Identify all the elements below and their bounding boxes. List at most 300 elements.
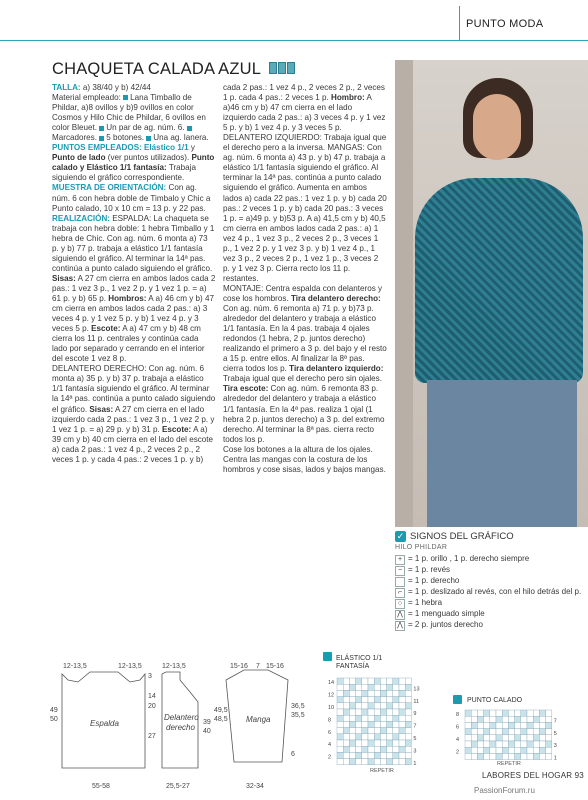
chart-cell [477, 722, 483, 728]
row-number: 5 [413, 736, 417, 742]
chart-cell [349, 746, 355, 752]
chart-cell [533, 729, 539, 735]
chart-cell [490, 741, 496, 747]
header-divider [459, 6, 460, 40]
chart-cell [399, 759, 405, 765]
manga-side-1: 36,5 [291, 703, 305, 710]
bullet-square-icon [187, 126, 192, 131]
chart-cell [380, 752, 386, 758]
chart-cell [356, 678, 362, 684]
chart-cell [527, 753, 533, 759]
chart-cell [546, 729, 552, 735]
chart-cell [380, 746, 386, 752]
text-run: Cose los botones a la altura de los ojales. Centra las mangas con la costura de los hombros y cose sisas, lados y bajos mangas. [223, 444, 386, 474]
stitch-symbol-icon: ○ [395, 599, 405, 609]
chart-cell [405, 678, 411, 684]
chart-cell [362, 759, 368, 765]
chart-cell [502, 753, 508, 759]
text-run: (ver puntos utilizados). [105, 153, 192, 163]
text-run: REALIZACIÓN: [52, 213, 110, 223]
chart-cell [521, 735, 527, 741]
legend-text: = 1 p. deslizado al revés, con el hilo detrás del p. [408, 587, 582, 597]
chart-cell [349, 678, 355, 684]
chart-cell [484, 735, 490, 741]
text-run: TALLA: [52, 83, 81, 92]
text-run: Sisas: [52, 273, 76, 283]
chart-cell [477, 729, 483, 735]
chart-cell [368, 678, 374, 684]
chart-cell [496, 710, 502, 716]
chart-cell [387, 759, 393, 765]
text-run: MONTAJE: Centra espalda con delanteros y cose los hombros. [223, 283, 383, 303]
chart-cell [471, 753, 477, 759]
espalda-left-1: 49 [50, 707, 58, 714]
chart-cell [399, 734, 405, 740]
chart-cell [368, 703, 374, 709]
row-number: 13 [413, 686, 420, 693]
chart-cell [337, 684, 343, 690]
chart-cell [387, 703, 393, 709]
chart-cell [393, 684, 399, 690]
chart-cell [356, 715, 362, 721]
chart-cell [399, 678, 405, 684]
chart-cell [337, 746, 343, 752]
chart-cell [393, 759, 399, 765]
text-run: Trabaja igual que el derecho pero sin ojales. [223, 374, 382, 384]
delantero-label: Delantero [164, 713, 199, 722]
chart-cell [380, 697, 386, 703]
chart-cell [515, 710, 521, 716]
chart-cell [387, 709, 393, 715]
chart-cell [477, 741, 483, 747]
text-run: 5 botones. [106, 133, 147, 143]
chart-cell [477, 710, 483, 716]
chart-cell [508, 741, 514, 747]
chart-cell [393, 721, 399, 727]
chart-cell [405, 684, 411, 690]
text-run: PUNTOS EMPLEADOS: Elástico 1/1 [52, 143, 189, 153]
legend-item [395, 609, 585, 620]
chart-cell [337, 728, 343, 734]
model-photo [395, 60, 588, 527]
row-number: 5 [553, 730, 557, 737]
paragraph [223, 284, 387, 445]
text-run: MUESTRA DE ORIENTACIÓN: [52, 183, 167, 193]
text-run: Escote: [162, 424, 192, 434]
chart-cell [496, 716, 502, 722]
manga-top-2: 7 [256, 663, 260, 670]
page-footer: LABORES DEL HOGAR 93 [482, 771, 584, 780]
text-run: Marcadores. [52, 133, 100, 143]
paragraph [223, 83, 387, 133]
chart-cell [502, 722, 508, 728]
chart-cell [477, 753, 483, 759]
chart-cell [343, 697, 349, 703]
chart-cell [484, 729, 490, 735]
chart-cell [484, 716, 490, 722]
chart-cell [405, 721, 411, 727]
chart-cell [471, 710, 477, 716]
legend-text: = 1 p. orillo , 1 p. derecho siempre [408, 554, 530, 564]
chart-cell [533, 722, 539, 728]
chart-cell [521, 729, 527, 735]
chart-cell [349, 740, 355, 746]
chart-cell [533, 735, 539, 741]
chart-cell [374, 759, 380, 765]
text-run: Punto calado y Elástico 1/1 fantasía: [52, 153, 215, 173]
chart-cell [343, 728, 349, 734]
chart-cell [496, 747, 502, 753]
chart-cell [337, 678, 343, 684]
row-number: 7 [553, 718, 557, 725]
chart-cell [521, 716, 527, 722]
chart-cell [349, 690, 355, 696]
chart-cell [356, 721, 362, 727]
text-run: Hombros: [108, 293, 147, 303]
chart-cell [546, 735, 552, 741]
text-run: a) 38/40 y b) 42/44 [80, 83, 151, 92]
text-run: DELANTERO DERECHO: Con ag. núm. 6 monta a) 35 p. y b) 37 p. trabaja a elástico 1/1 fantasía siguiendo el gráfico. Al terminar la 14ª pas. continúa a punto calado siguiendo el gráfico. [52, 364, 216, 414]
chart-cell [374, 746, 380, 752]
row-number: 14 [328, 680, 335, 687]
legend-item [395, 620, 585, 631]
delantero-side-2: 40 [203, 728, 211, 735]
text-run: A 27 cm cierra en el lado izquierdo cada 2 pas.: 1 vez 3 p., 1 vez 2 p. y 1 vez 1 p. = a) 29 p. y b) 31 p. [52, 404, 215, 434]
chart-cell [343, 721, 349, 727]
title-text: CHAQUETA CALADA AZUL [52, 60, 261, 78]
bullet-square-icon [99, 126, 104, 131]
chart-cell [471, 729, 477, 735]
text-run: Lana Timballo de Phildar, a)8 ovillos y b)9 ovillos en color Cosmos y Hilo Chic de Phildar, 6 ovillos en color Bleuet. [52, 93, 206, 133]
chart-cell [515, 722, 521, 728]
manga-bottom: 32-34 [246, 783, 264, 790]
chart-cell [393, 752, 399, 758]
chart-cell [368, 709, 374, 715]
text-run: Tira delantero izquierdo: [289, 364, 384, 374]
chart2-repeat: REPETIR [497, 761, 521, 767]
chart-cell [496, 735, 502, 741]
legend-text: = 1 p. derecho [408, 576, 460, 586]
text-run: A a)46 cm y b) 47 cm cierra en el lado izquierdo cada 2 pas.: a) 3 veces 4 p. y 1 vez 5 p. y b) 1 vez 4 p. y 3 veces 5 p. [223, 93, 386, 133]
chart-cell [349, 759, 355, 765]
chart-cell [515, 753, 521, 759]
chart-cell [362, 734, 368, 740]
chart-cell [387, 752, 393, 758]
chart-cell [368, 721, 374, 727]
chart-cell [343, 746, 349, 752]
stitch-symbol-icon: ⋀ [395, 610, 405, 620]
espalda-label: Espalda [90, 719, 119, 728]
chart-cell [362, 715, 368, 721]
chart-cell [368, 715, 374, 721]
chart-cell [368, 752, 374, 758]
row-number: 9 [413, 711, 417, 718]
chart-cell [405, 740, 411, 746]
chart-cell [399, 715, 405, 721]
chart-cell [362, 709, 368, 715]
text-run: A a) 46 cm y b) 47 cm cierra en ambos lados cada 2 pas.: a) 3 veces 4 p. y 1 vez 5 p. y b) 1 vez 4 p. y 3 veces 5 p. [52, 293, 214, 334]
row-number: 12 [328, 692, 335, 699]
legend-text: = 1 hebra [408, 598, 443, 608]
chart-cell [484, 747, 490, 753]
chart-cell [471, 722, 477, 728]
chart-cell [374, 728, 380, 734]
chart-cell [380, 721, 386, 727]
garment-schematics [0, 650, 330, 800]
chart-cell [465, 747, 471, 753]
chart-cell [362, 740, 368, 746]
stitch-symbol-icon: − [395, 566, 405, 576]
chart-cell [387, 715, 393, 721]
text-run: Tira escote: [223, 384, 269, 394]
chart-cell [368, 734, 374, 740]
chart-legend [395, 531, 585, 631]
chart-cell [356, 709, 362, 715]
chart-cell [356, 746, 362, 752]
chart-cell [337, 715, 343, 721]
espalda-side-2: 14 [148, 693, 156, 700]
row-number: 10 [328, 705, 335, 711]
row-number: 2 [456, 749, 460, 756]
chart-cell [374, 734, 380, 740]
text-run: Con ag. núm. 6 remonta a) 71 p. y b)73 p. alrededor del delantero y trabaja a elástico 1/1 fantasía. En la 4 pas. trabaja 4 ojales redondos (1 hebra, 2 p. juntos derecho) realizando el primero a 3 p. del bajo y el resto a 15 p. entre ellos. Al finalizar la 8ª pas. cierra todos los p. [223, 304, 387, 374]
bullet-square-icon [99, 136, 104, 141]
chart-cell [387, 746, 393, 752]
chart-cell [471, 735, 477, 741]
chart-cell [393, 678, 399, 684]
chart-cell [539, 716, 545, 722]
row-number: 1 [553, 755, 557, 762]
chart-cell [496, 741, 502, 747]
chart-cell [490, 722, 496, 728]
text-run: A a) 39 cm y b) 40 cm cierra en el lado del escote a) cada 2 pas.: 1 vez 4 p., 2 veces 2 p., 2 veces 1 p. y cada 4 pas.: 2 veces 1 p. y b) [52, 424, 214, 464]
paragraph [52, 183, 216, 213]
chart-cell [508, 710, 514, 716]
chart-cell [356, 684, 362, 690]
chart-cell [484, 710, 490, 716]
chart-cell [380, 728, 386, 734]
chart-cell [374, 703, 380, 709]
chart-cell [399, 684, 405, 690]
chart-cell [349, 715, 355, 721]
chart-cell [539, 722, 545, 728]
text-run: Trabaja siguiendo el gráfico correspondiente. [52, 163, 196, 183]
chart-cell [502, 729, 508, 735]
stitch-symbol-icon [395, 577, 405, 587]
chart-cell [490, 747, 496, 753]
chart2-title: PUNTO CALADO [467, 697, 523, 704]
legend-item [395, 587, 585, 598]
chart-cell [465, 716, 471, 722]
chart-cell [405, 703, 411, 709]
chart-cell [399, 746, 405, 752]
chart-cell [490, 735, 496, 741]
chart-cell [380, 678, 386, 684]
chart-cell [343, 752, 349, 758]
delantero-side-1: 39 [203, 719, 211, 726]
chart-cell [393, 734, 399, 740]
chart-cell [393, 728, 399, 734]
chart-cell [508, 722, 514, 728]
chart-cell [399, 740, 405, 746]
chart-cell [368, 690, 374, 696]
paragraph [223, 133, 387, 284]
row-number: 11 [413, 698, 420, 705]
section-title: PUNTO MODA [466, 18, 544, 30]
chart-cell [337, 703, 343, 709]
chart-cell [515, 735, 521, 741]
chart-cell [546, 753, 552, 759]
chart-cell [546, 710, 552, 716]
paragraph [52, 93, 216, 143]
row-number: 6 [328, 729, 332, 736]
chart-cell [343, 709, 349, 715]
chart-cell [521, 710, 527, 716]
chart-cell [527, 729, 533, 735]
chart-cell [349, 734, 355, 740]
legend-title: SIGNOS DEL GRÁFICO [410, 531, 514, 543]
chart-cell [337, 697, 343, 703]
legend-text: = 1 p. revés [408, 565, 451, 575]
chart-cell [405, 759, 411, 765]
manga-top-1: 15-16 [230, 663, 248, 670]
manga-top-3: 15-16 [266, 663, 284, 670]
chart-cell [399, 752, 405, 758]
chart-cell [533, 716, 539, 722]
chart1-title-b: FANTASÍA [336, 663, 370, 670]
chart-cell [399, 709, 405, 715]
chart-cell [393, 697, 399, 703]
chart-cell [527, 735, 533, 741]
chart-cell [362, 678, 368, 684]
chart-cell [539, 729, 545, 735]
chart-cell [399, 703, 405, 709]
chart-cell [393, 703, 399, 709]
chart-cell [471, 747, 477, 753]
chart-cell [337, 690, 343, 696]
chart-cell [508, 747, 514, 753]
chart-cell [343, 734, 349, 740]
chart-cell [508, 735, 514, 741]
chart-cell [405, 746, 411, 752]
chart-cell [387, 684, 393, 690]
chart-cell [343, 715, 349, 721]
chart-cell [374, 752, 380, 758]
chart-cell [399, 697, 405, 703]
chart-cell [515, 716, 521, 722]
chart-cell [477, 735, 483, 741]
chart-cell [374, 684, 380, 690]
chart-cell [343, 684, 349, 690]
chart-cell [362, 746, 368, 752]
row-number: 6 [456, 724, 460, 731]
chart-cell [521, 753, 527, 759]
chart-cell [374, 721, 380, 727]
legend-text: = 1 menguado simple [408, 609, 485, 619]
text-run: Material empleado: [52, 93, 124, 103]
chart-cell [490, 753, 496, 759]
legend-item [395, 576, 585, 587]
chart1-check-icon [323, 652, 332, 661]
chart-cell [380, 734, 386, 740]
espalda-bottom: 55-58 [92, 783, 110, 790]
yarn-skeins-icon [269, 60, 296, 79]
chart-cell [405, 697, 411, 703]
chart1-title-a: ELÁSTICO 1/1 [336, 655, 383, 662]
chart-cell [368, 740, 374, 746]
chart-cell [527, 722, 533, 728]
chart-cell [380, 740, 386, 746]
chart-cell [380, 715, 386, 721]
row-number: 7 [413, 723, 417, 730]
chart-cell [393, 690, 399, 696]
chart-cell [387, 728, 393, 734]
text-run: Hombro: [331, 93, 365, 103]
chart-cell [337, 721, 343, 727]
paragraph [52, 83, 216, 93]
text-run: Tira delantero derecho: [290, 293, 381, 303]
row-number: 3 [413, 748, 417, 755]
chart-cell [539, 710, 545, 716]
stitch-charts [315, 650, 588, 775]
chart-cell [471, 741, 477, 747]
chart-cell [405, 734, 411, 740]
stitch-symbol-icon: ⌐ [395, 588, 405, 598]
chart-cell [405, 752, 411, 758]
chart-cell [349, 709, 355, 715]
chart-cell [405, 690, 411, 696]
text-run: Una ag. lanera. [153, 133, 209, 143]
chart-cell [502, 735, 508, 741]
chart-cell [387, 734, 393, 740]
chart-cell [349, 721, 355, 727]
text-run: Sisas: [89, 404, 114, 414]
legend-item [395, 565, 585, 576]
text-run: Un par de ag. núm. 6. [106, 123, 187, 133]
manga-side-2: 35,5 [291, 712, 305, 719]
chart-cell [465, 741, 471, 747]
chart-cell [368, 684, 374, 690]
chart-cell [508, 716, 514, 722]
manga-side-3: 6 [291, 751, 295, 758]
chart-cell [343, 678, 349, 684]
chart-cell [368, 728, 374, 734]
chart-cell [399, 721, 405, 727]
chart-cell [527, 716, 533, 722]
chart-cell [362, 690, 368, 696]
legend-item [395, 554, 585, 565]
chart2-check-icon [453, 695, 462, 704]
legend-subtitle: HILO PHILDAR [395, 543, 448, 551]
chart-cell [399, 728, 405, 734]
chart-cell [337, 734, 343, 740]
chart-cell [546, 741, 552, 747]
chart-cell [343, 703, 349, 709]
chart-cell [484, 741, 490, 747]
chart1-repeat: REPETIR [370, 768, 394, 774]
chart-cell [496, 729, 502, 735]
delantero-label-2: derecho [166, 723, 195, 732]
chart-cell [337, 709, 343, 715]
chart-cell [356, 728, 362, 734]
chart-cell [477, 747, 483, 753]
paragraph [52, 214, 216, 365]
text-run: A a) 47 cm y b) 48 cm cierra los 11 p. centrales y continúa cada lado por separado y cerrando en el interior del escote 1 vez 8 p. [52, 324, 205, 364]
chart-cell [362, 697, 368, 703]
chart-cell [343, 759, 349, 765]
chart-cell [533, 747, 539, 753]
chart-cell [405, 715, 411, 721]
